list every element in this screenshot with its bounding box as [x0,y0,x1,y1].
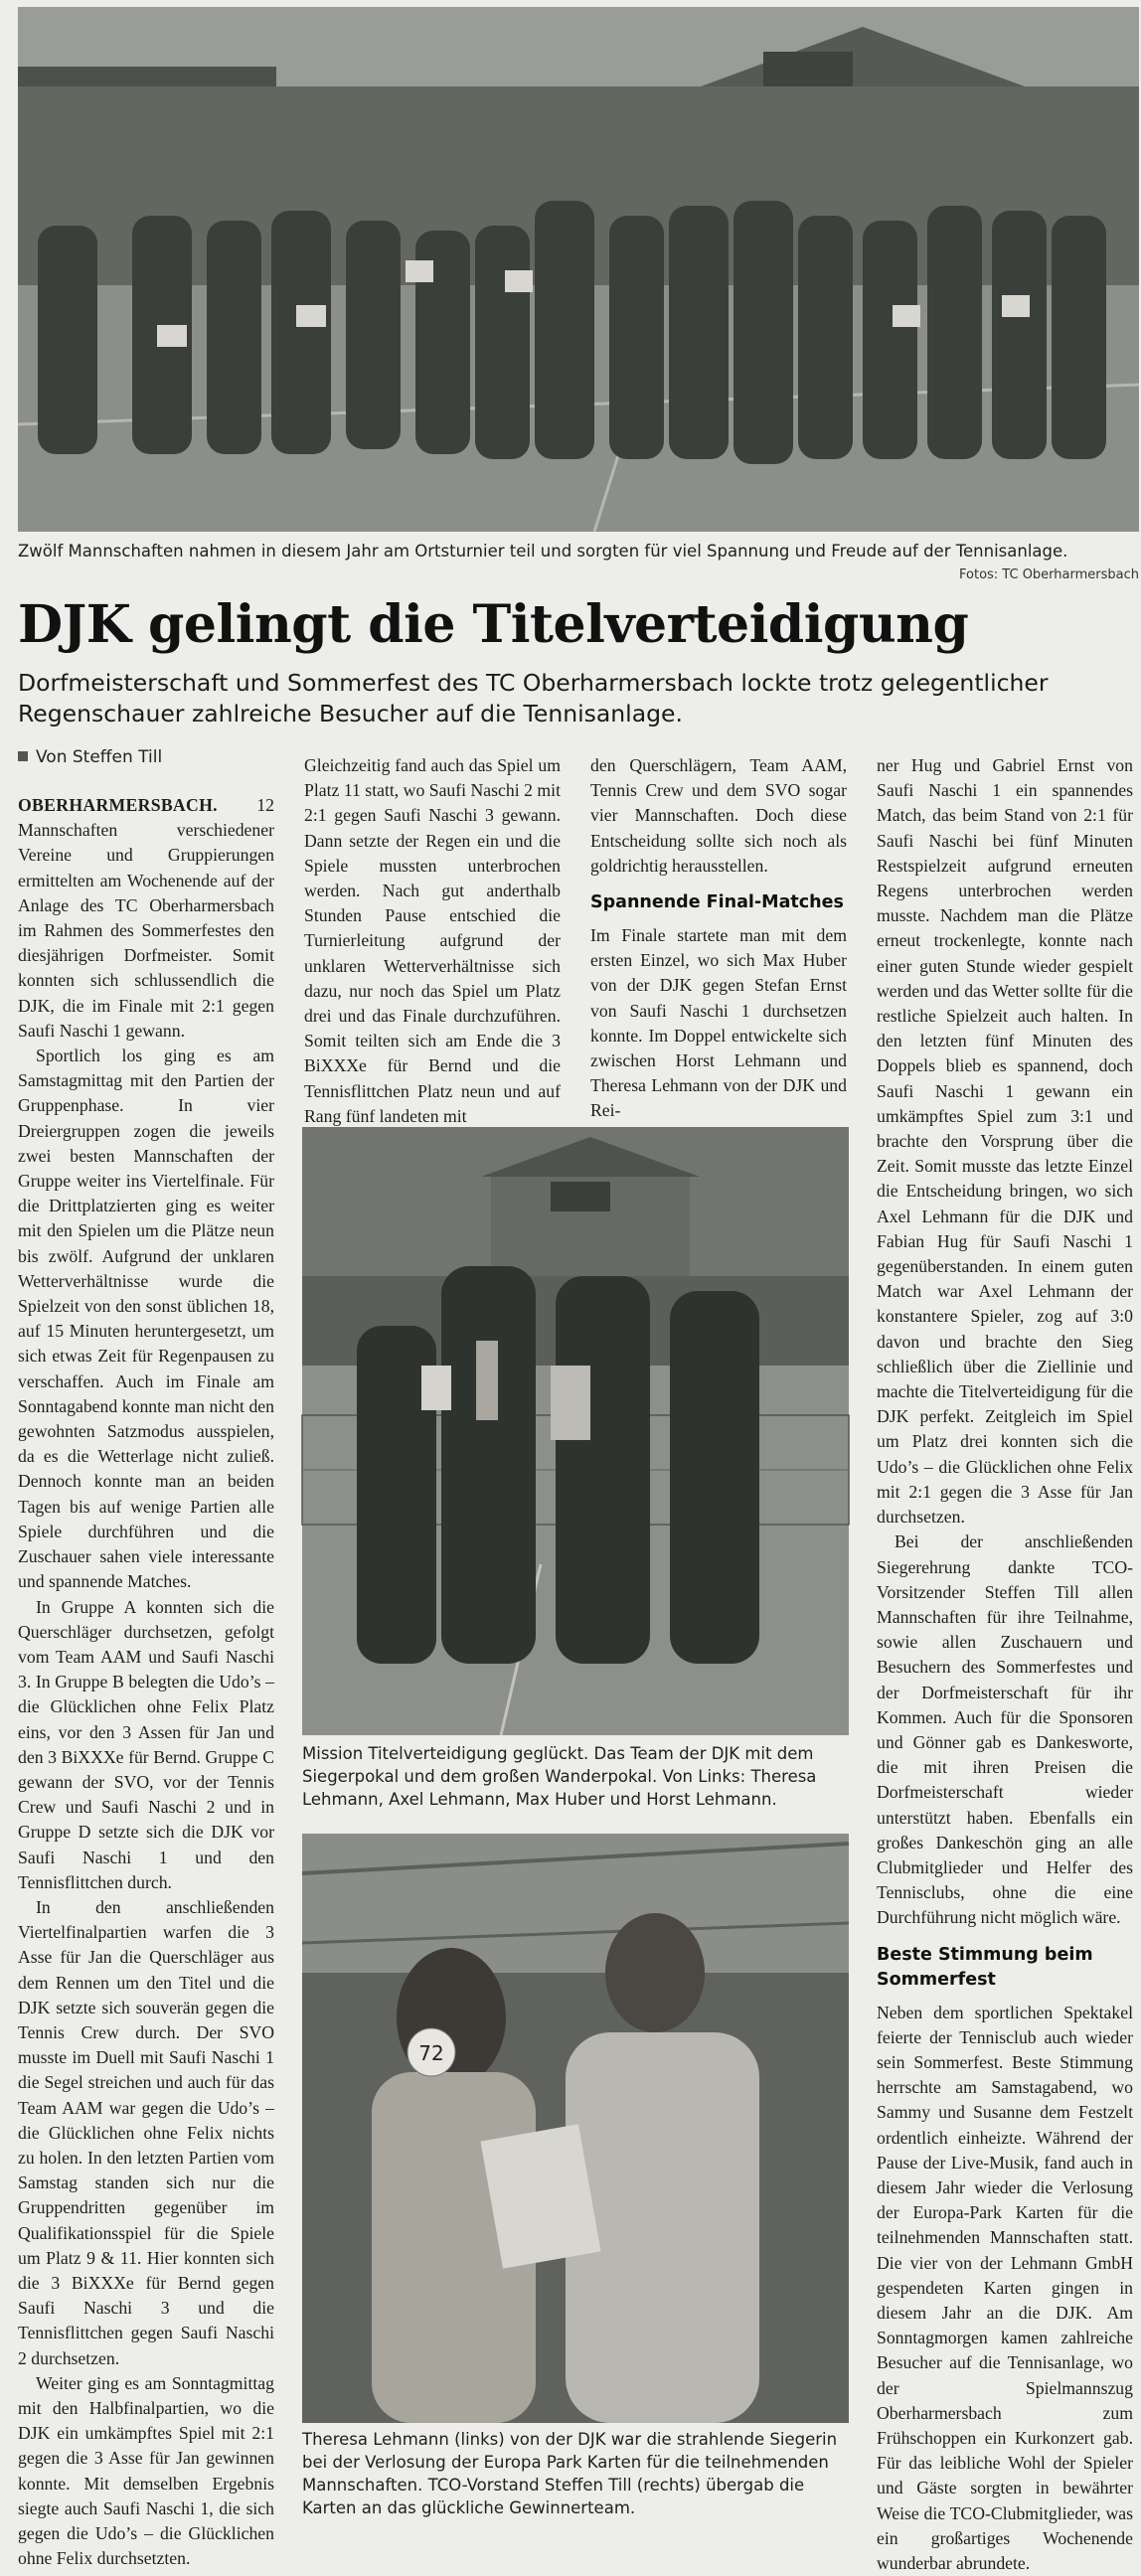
team-photo-caption [302,1742,849,1811]
top-photo-caption-text: Zwölf Mannschaften nahmen in diesem Jahr am Ortsturnier teil und sorgten für viel Spannung und Freude auf der Tennisanlage. [18,542,1068,561]
top-photo-caption [18,540,1141,563]
byline [18,747,162,767]
col1-paragraph-2: Sportlich los ging es am Samstagmittag mit den Partien der Gruppenphase. In vier Dreiergruppen zogen die jeweils zwei besten Mannschaften der Gruppe weiter ins Viertelfinale. Für die Drittplatzierten ging es weiter mit den Spielen um die Plätze neun bis zwölf. Aufgrund der unklaren Wetterverhältnisse wurde die Spielzeit von den sonst üblichen 18, auf 15 Minuten heruntergesetzt, um sich etwas Zeit für Regenpausen zu verschaffen. Auch im Finale am Sonntagabend konnte man nicht den gewohnten Satzmodus ausspielen, da es die Wetterlage nicht zuließ. Dennoch konnte man an beiden Tagen bis auf wenige Partien alle Spiele durchführen und die Zuschauer sahen viele interessante und spannende Matches. [18,1046,274,1592]
byline-square-icon [18,751,28,761]
photo-credit: Fotos: TC Oberharmersbach [959,567,1139,582]
winner-photo-caption-text: Theresa Lehmann (links) von der DJK war die strahlende Siegerin bei der Verlosung der Europa Park Karten für die teilnehmenden Mannschaften. TCO-Vorstand Steffen Till (rechts) übergab die Karten an das glückliche Gewinnerteam. [302,2430,838,2517]
group-photo [18,7,1139,532]
winner-photo-caption [302,2428,849,2519]
col1-paragraph-1 [18,793,274,1044]
winner-photo [302,1834,849,2423]
byline-text: Von Steffen Till [36,747,163,767]
column-1 [18,793,274,2571]
col3-subheading: Spannende Final-Matches [590,892,844,913]
team-photo [302,1127,849,1735]
team-photo-caption-text: Mission Titelverteidigung geglückt. Das Team der DJK mit dem Siegerpokal und dem großen Wanderpokal. Von Links: Theresa Lehmann, Axel Lehmann, Max Huber und Horst Lehmann. [302,1744,817,1809]
article-subheadline: Dorfmeisterschaft und Sommerfest des TC Oberharmersbach lockte trotz gelegentlicher Regenschauer zahlreiche Besucher auf die Tennisanlage. [18,669,1049,727]
column-2 [304,753,561,1129]
col1-paragraph-3: In Gruppe A konnten sich die Querschläger durchsetzen, gefolgt vom Team AAM und Saufi Naschi 3. In Gruppe B belegten die Udo’s – die Glücklichen ohne Felix Platz eins, vor den 3 Assen für Jan und den 3 BiXXXe für Bernd. Gruppe C gewann der SVO, vor der Tennis Crew und Saufi Naschi 2 und in Gruppe D setzte sich die DJK vor Saufi Naschi 1 und den Tennisflittchen durch. [18,1596,274,1892]
photo-credit-line [18,564,1139,583]
col1-p1-text: 12 Mannschaften verschiedener Vereine und Gruppierungen ermittelten am Wochenende auf der Anlage des TC Oberharmersbach im Rahmen des Sommerfestes den diesjährigen Dorfmeister. Somit konnten sich schlussendlich die DJK, die im Finale mit 2:1 gegen Saufi Naschi 1 gewann. [18,795,274,1041]
col1-paragraph-5: Weiter ging es am Sonntagmittag mit den Halbfinalpartien, wo die DJK ein umkämpftes Spiel mit 2:1 gegen die 3 Asse für Jan gewinnen konnte. Mit demselben Ergebnis siegte auch Saufi Naschi 1, die sich gegen die Udo’s – die Glücklichen ohne Felix durchsetzten. [18,2372,274,2569]
col4-subheading: Beste Stimmung beim Sommerfest [877,1944,1093,1990]
ball-number: 72 [418,2041,444,2065]
col3-paragraph-2: Im Finale startete man mit dem ersten Einzel, wo sich Max Huber von der DJK gegen Stefan Ernst von Saufi Naschi 1 durchsetzen konnte. Im Doppel entwickelte sich zwischen Horst Lehmann und Theresa Lehmann von der DJK und Rei- [590,925,847,1121]
dateline: OBERHARMERSBACH. [18,795,218,815]
col4-paragraph-2: Bei der anschließenden Siegerehrung dankte TCO-Vorsitzender Steffen Till allen Mannschaften für ihre Teilnahme, sowie allen Zuschauern und Besuchern des Sommerfestes und der Dorfmeisterschaft für ihr Kommen. Auch für die Sponsoren und Gönner gab es Dankesworte, die mit ihren Preisen die Dorfmeisterschaft wieder unterstützt haben. Ebenfalls ein großes Dankeschön ging an alle Clubmitglieder und Helfer des Tennisclubs, ohne die eine Durchführung nicht möglich wäre. [877,1531,1133,1928]
col4-paragraph-1: ner Hug und Gabriel Ernst von Saufi Naschi 1 ein spannendes Match, das beim Stand von 2:1 für Saufi Naschi bei fünf Minuten Restspielzeit aufgrund erneuten Regens unterbrochen werden musste. Nachdem man die Plätze erneut trockenlegte, konnte nach einer guten Stunde wieder gespielt werden und das Wetter sollte für die restliche Spielzeit auch halten. In den letzten fünf Minuten des Doppels blieb es spannend, doch Saufi Naschi 1 gewann ein umkämpftes Spiel zum 3:1 und brachte den Vorsprung über die Zeit. Somit musste das letzte Einzel die Entscheidung bringen, wo sich Axel Lehmann für die DJK und Fabian Hug für Saufi Naschi 1 gegenüberstanden. In einem guten Match war Axel Lehmann der konstantere Spieler, zog auf 3:0 davon und brachte den Sieg schließlich über die Ziellinie und machte die Titelverteidigung für die DJK perfekt. Zeitgleich im Spiel um Platz drei konnten sich die Udo’s – die Glücklichen ohne Felix mit 2:1 gegen die 3 Asse für Jan durchsetzen. [877,755,1133,1528]
column-3 [590,753,847,1124]
col3-paragraph-1: den Querschlägern, Team AAM, Tennis Crew und dem SVO sogar vier Mannschaften. Doch diese Entscheidung sollte sich noch als goldrichtig herausstellen. [590,755,847,876]
col4-paragraph-3: Neben dem sportlichen Spektakel feierte der Tennisclub auch wieder sein Sommerfest. Beste Stimmung herrschte am Samstagabend, wo Sammy und Susanne dem Festzelt ordentlich einheizte. Während der Pause der Live-Musik, fand auch in diesem Jahr wieder die Verlosung der Europa-Park Karten für die teilnehmenden Mannschaften statt. Die vier von der Lehmann GmbH gespendeten Karten gingen in diesem Jahr an die DJK. Am Sonntagmorgen kamen zahlreiche Besucher auf die Tennisanlage, wo der Spielmannszug Oberharmersbach zum Frühschoppen ein Kurkonzert gab. Für das leibliche Wohl der Spieler und Gäste sorgten in bewährter Weise die TCO-Clubmitglieder, was ein großartiges Wochenende wunderbar abrundete. [877,2002,1133,2574]
article-headline: DJK gelingt die Titelverteidigung [18,594,969,655]
col1-paragraph-4: In den anschließenden Viertelfinalpartien warfen die 3 Asse für Jan die Querschläger aus dem Rennen um den Titel und die DJK setzte sich souverän gegen die Tennis Crew durch. Der SVO musste im Duell mit Saufi Naschi 1 die Segel streichen und auch für das Team AAM war gegen die Udo’s – die Glücklichen ohne Felix nichts zu holen. In den letzten Partien vom Samstag standen sich nur die Gruppendritten gegenüber im Qualifikationsspiel für die Spiele um Platz 9 & 11. Hier konnten sich die 3 BiXXXe für Bernd gegen Saufi Naschi 3 und die Tennisflittchen gegen Saufi Naschi 2 durchsetzen. [18,1896,274,2368]
column-4 [877,753,1133,2576]
col2-paragraph-1: Gleichzeitig fand auch das Spiel um Platz 11 statt, wo Saufi Naschi 2 mit 2:1 gegen Saufi Naschi 3 gewann. Dann setzte der Regen ein und die Spiele mussten unterbrochen werden. Nach gut anderthalb Stunden Pause entschied die Turnierleitung aufgrund der unklaren Wetterverhältnisse sich dazu, nur noch das Spiel um Platz drei und das Finale durchzuführen. Somit teilten sich am Ende die 3 BiXXXe für Bernd und die Tennisflittchen Platz neun und auf Rang fünf landeten mit [304,755,561,1126]
